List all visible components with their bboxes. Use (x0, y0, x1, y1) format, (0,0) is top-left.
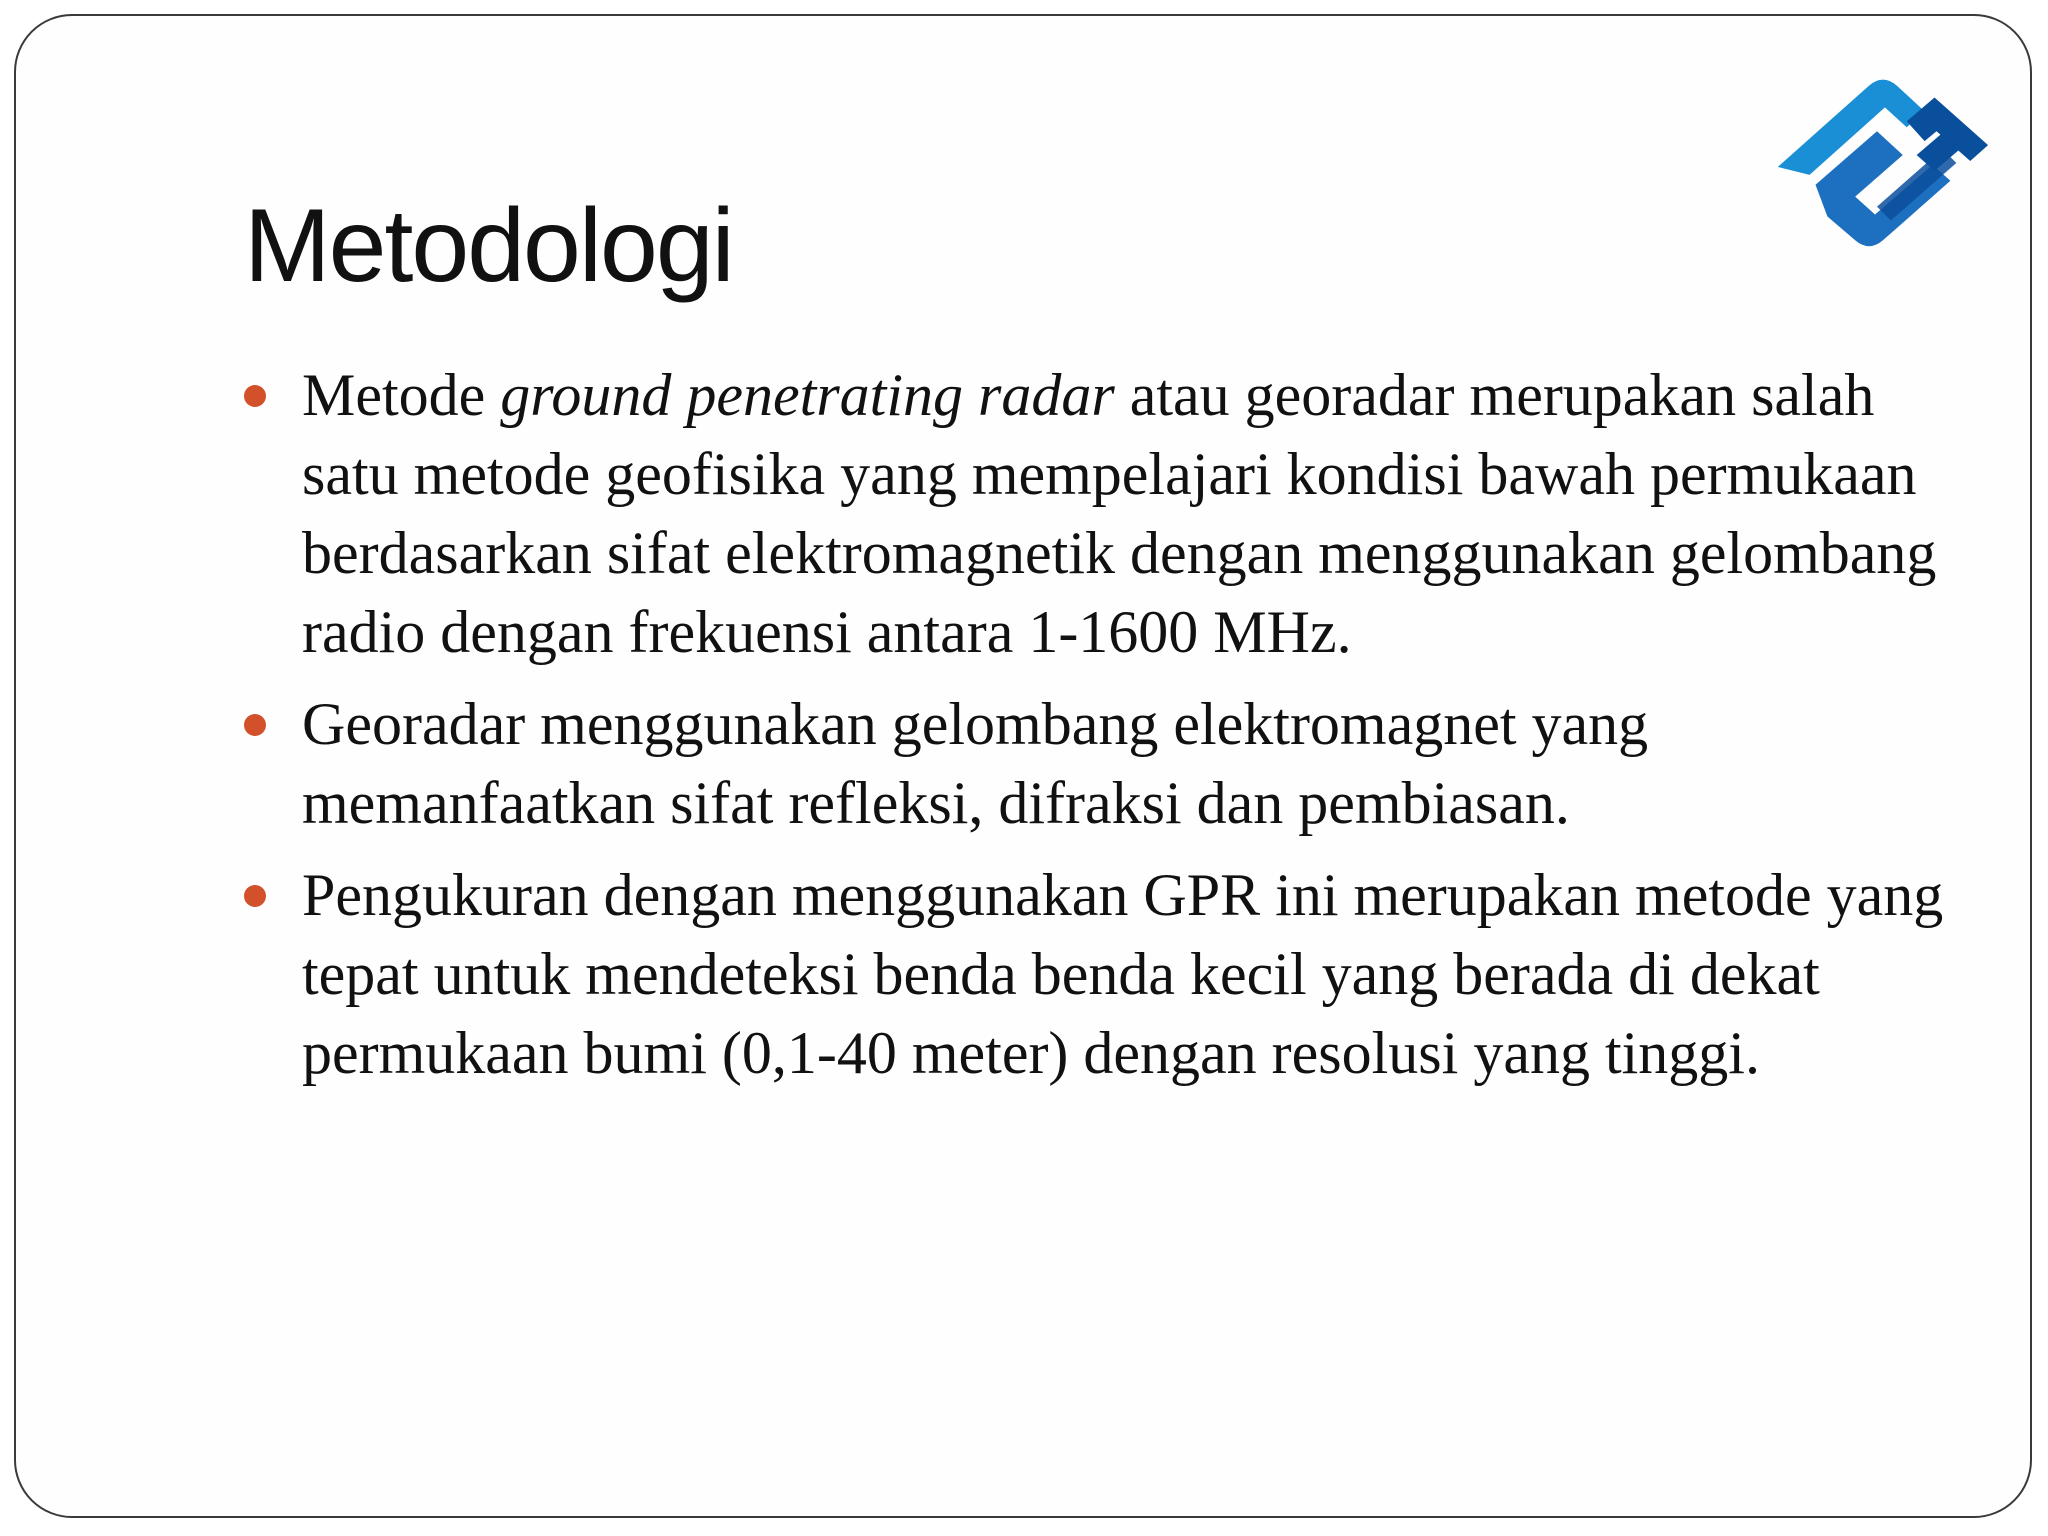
bullet-item (244, 856, 1944, 1093)
bullet-text-part: atau georadar merupakan salah satu metode geofisika yang mempelajari kondisi bawah permukaan berdasarkan sifat elektromagnetik dengan menggunakan gelombang radio dengan frekuensi antara 1-1600 MHz. (302, 362, 1937, 665)
institution-logo-icon (1758, 56, 1996, 258)
bullet-dot-icon (244, 885, 266, 907)
bullet-item (244, 356, 1944, 672)
bullet-item (244, 685, 1944, 843)
bullet-text-italic: ground penetrating radar (500, 362, 1115, 428)
slide-title: Metodologi (244, 188, 733, 304)
slide-frame (14, 14, 2032, 1518)
bullet-dot-icon (244, 385, 266, 407)
bullet-text: Georadar menggunakan gelombang elektromagnet yang memanfaatkan sifat refleksi, difraksi dan pembiasan. (302, 691, 1649, 836)
bullet-list (244, 356, 1944, 1106)
bullet-text: Pengukuran dengan menggunakan GPR ini merupakan metode yang tepat untuk mendeteksi benda benda kecil yang berada di dekat permukaan bumi (0,1-40 meter) dengan resolusi yang tinggi. (302, 862, 1944, 1086)
bullet-text-part: Metode (302, 362, 501, 428)
bullet-dot-icon (244, 714, 266, 736)
bullet-text (302, 362, 1936, 665)
